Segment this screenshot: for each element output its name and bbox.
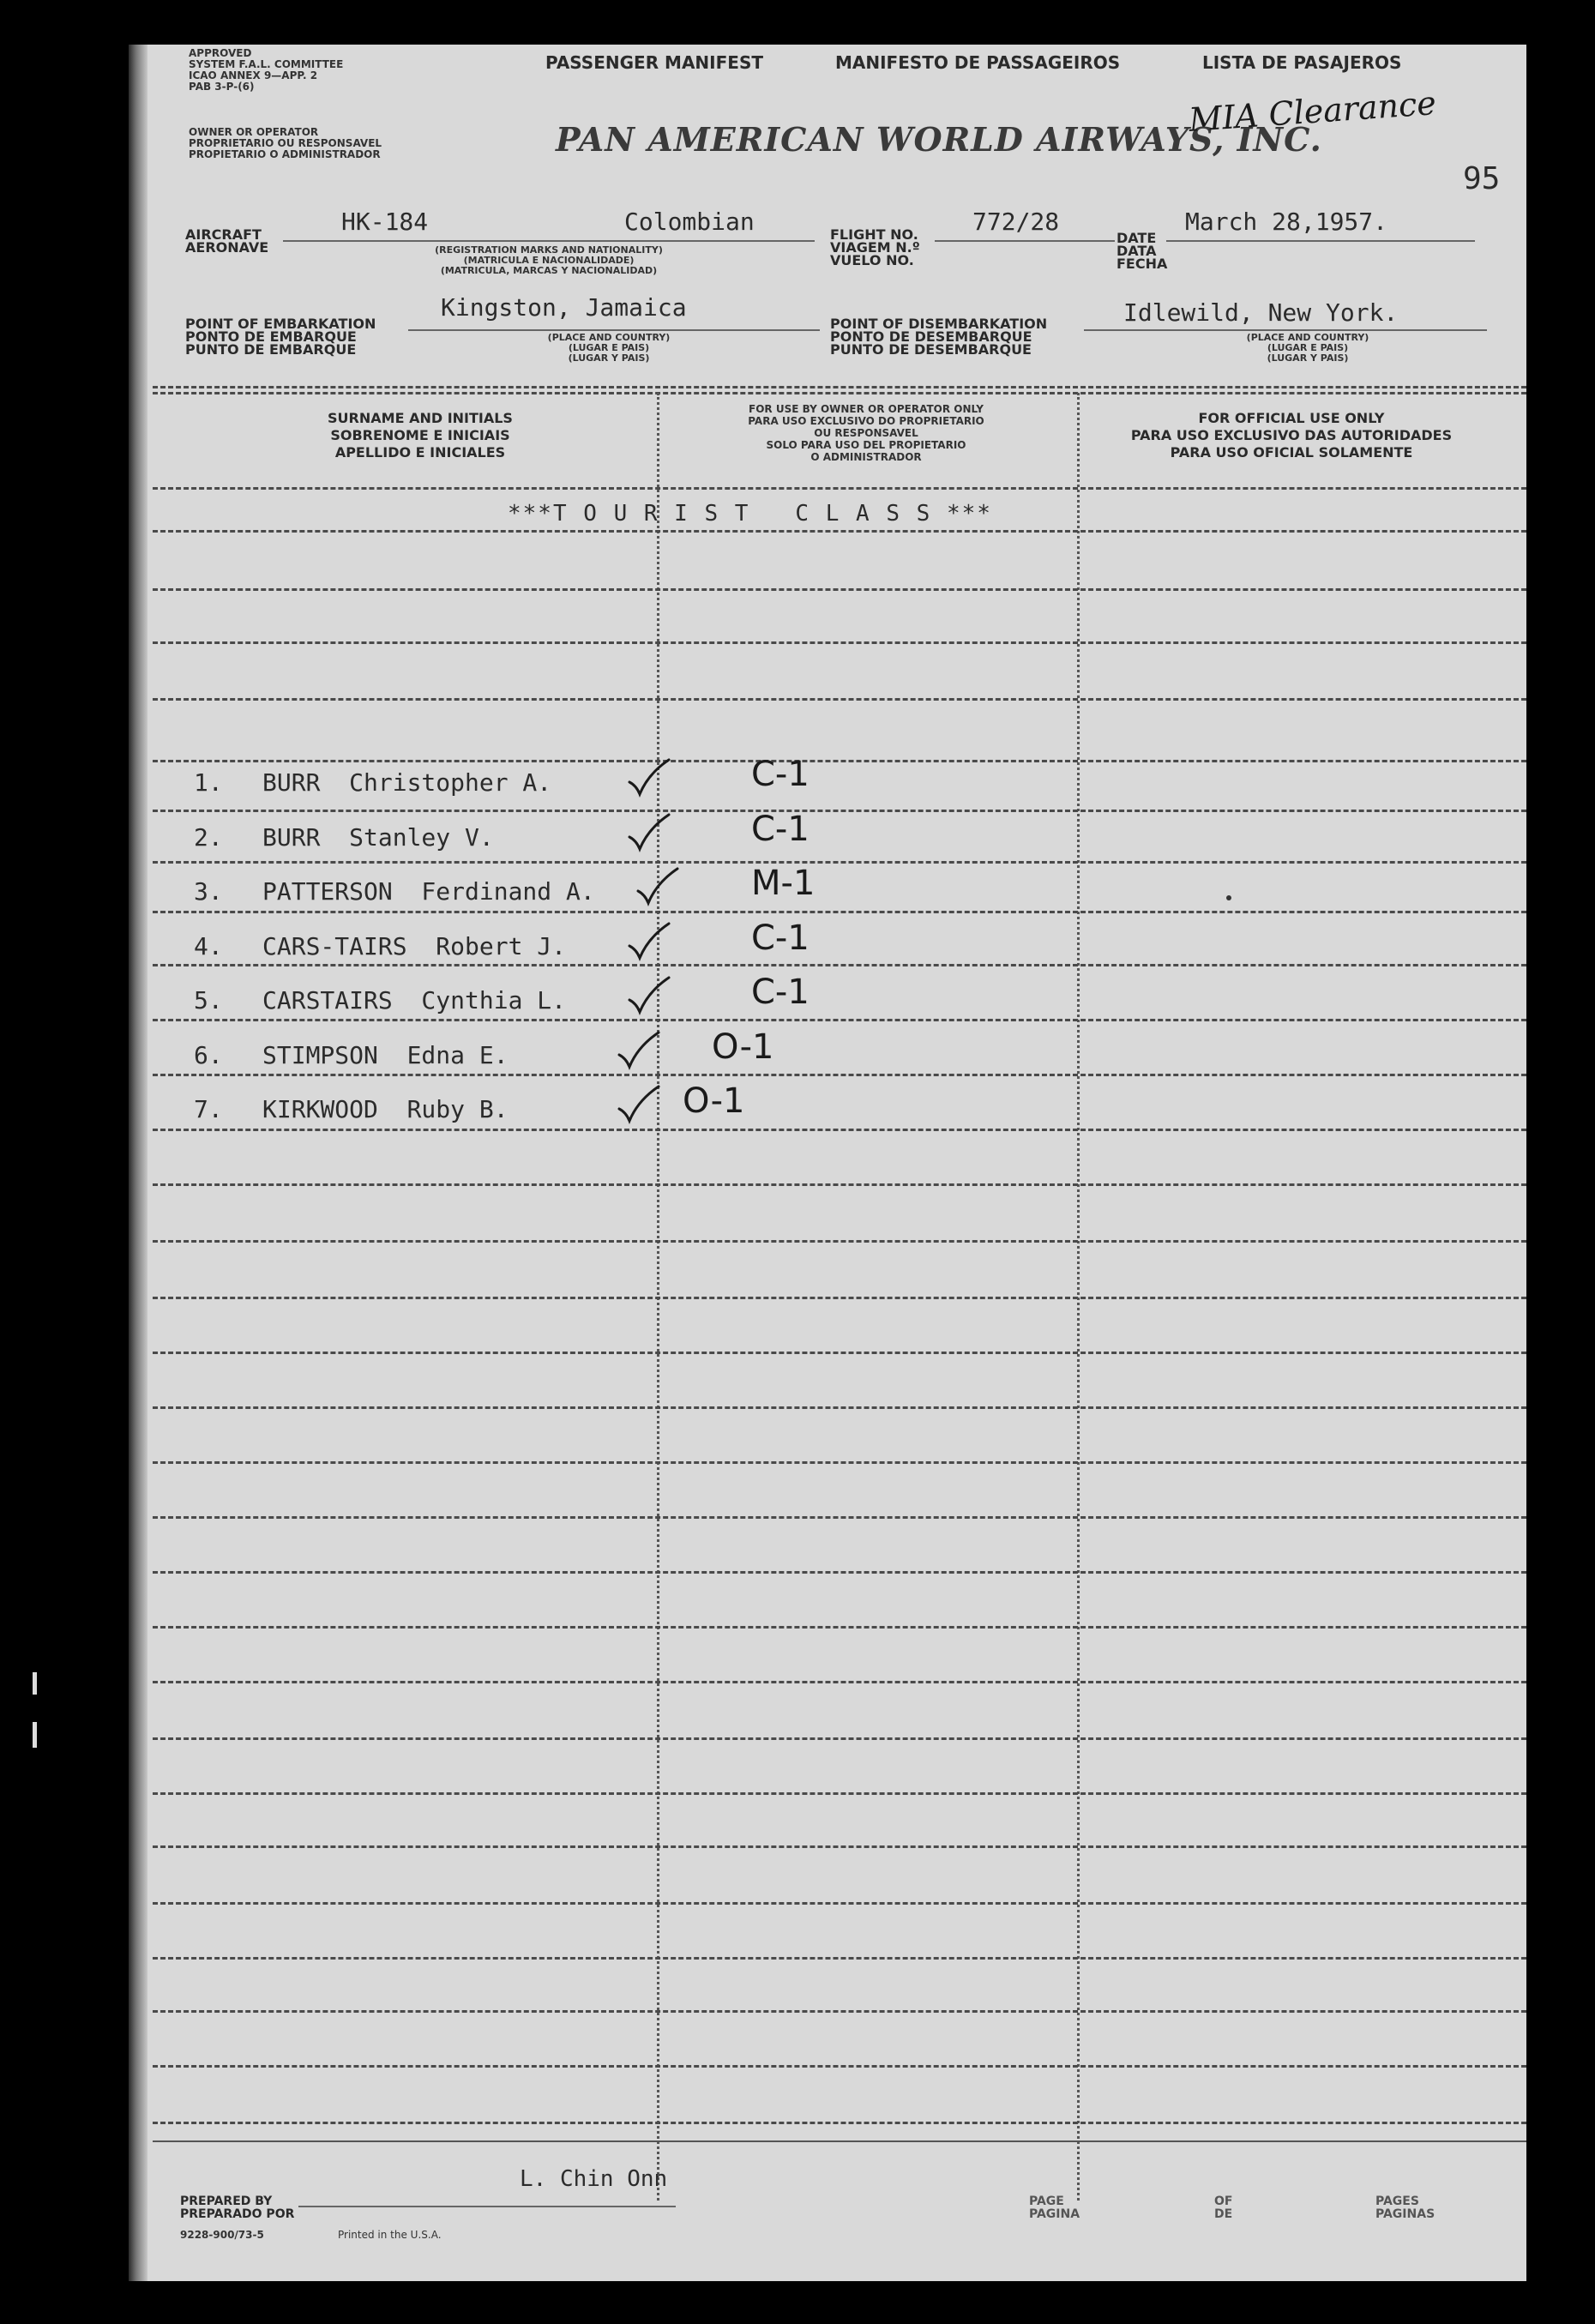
flight-date: March 28,1957. — [1185, 208, 1388, 236]
checkmark-icon — [614, 1029, 665, 1075]
form-code: 9228-900/73-5 — [180, 2229, 264, 2241]
printed-in: Printed in the U.S.A. — [338, 2229, 442, 2241]
caption-line: (LUGAR Y PAIS) — [568, 352, 650, 364]
page-label: PAGE — [1029, 2195, 1064, 2208]
aircraft-label: AERONAVE — [185, 239, 269, 256]
embark-label: PONTO DE EMBARQUE — [185, 328, 357, 345]
footer-rule — [153, 2140, 1526, 2142]
column-header-official — [1086, 410, 1497, 461]
row-rule — [153, 698, 1526, 701]
header-bottom-rule — [153, 487, 1526, 490]
page-label: PAGINA — [1029, 2207, 1080, 2221]
table-top-rule — [153, 392, 1526, 394]
date-label: DATE — [1116, 230, 1157, 246]
row-rule — [153, 1681, 1526, 1683]
passenger-code: C-1 — [751, 918, 810, 958]
embark-place-caption — [480, 333, 737, 364]
aircraft-registration: HK-184 — [341, 208, 429, 236]
row-rule — [153, 1183, 1526, 1186]
passenger-code: M-1 — [751, 864, 816, 903]
row-rule — [153, 1516, 1526, 1519]
of-label: DE — [1214, 2207, 1233, 2221]
passenger-number: 2. — [194, 822, 223, 852]
table-top-rule — [153, 386, 1526, 388]
checkmark-icon — [624, 811, 676, 858]
row-rule — [153, 1571, 1526, 1574]
caption-line: (LUGAR E PAIS) — [1267, 342, 1349, 353]
row-rule — [153, 1626, 1526, 1629]
column-header-line: APELLIDO E INICIALES — [334, 444, 506, 461]
prepared-label: PREPARED BY — [180, 2195, 273, 2208]
approval-line: ICAO ANNEX 9—APP. 2 — [189, 69, 318, 81]
of-labels — [1214, 2195, 1232, 2221]
manifest-title-es: LISTA DE PASAJEROS — [1202, 52, 1402, 73]
passenger-number: 4. — [194, 931, 223, 960]
embark-label: POINT OF EMBARKATION — [185, 316, 376, 332]
row-rule — [153, 2010, 1526, 2013]
passenger-number: 7. — [194, 1095, 223, 1123]
disembark-label: PONTO DE DESEMBARQUE — [830, 328, 1032, 345]
flight-number: 772/28 — [972, 208, 1060, 236]
column-header-line: PARA USO EXCLUSIVO DO PROPRIETARIO — [748, 415, 984, 427]
flight-label: VIAGEM N.º — [830, 239, 920, 256]
pages-label: PAGINAS — [1375, 2207, 1436, 2221]
table-row — [0, 864, 1595, 920]
passenger-code: C-1 — [751, 809, 810, 849]
disembark-underline — [1084, 329, 1487, 331]
prepared-labels — [180, 2195, 294, 2221]
stray-mark — [1226, 895, 1231, 900]
passenger-number: 3. — [194, 877, 223, 906]
column-header-operator — [669, 403, 1063, 463]
row-rule — [153, 588, 1526, 591]
row-rule — [153, 1902, 1526, 1905]
passenger-name: CARS-TAIRS Robert J. — [262, 931, 567, 960]
row-rule — [153, 530, 1526, 533]
manifest-title-pt: MANIFESTO DE PASSAGEIROS — [835, 52, 1121, 73]
passenger-code: C-1 — [751, 755, 810, 794]
date-label: DATA — [1116, 243, 1157, 259]
column-header-line: SOBRENOME E INICIAIS — [330, 427, 510, 443]
of-label: OF — [1214, 2195, 1233, 2208]
row-rule — [153, 760, 1526, 762]
row-rule — [153, 1737, 1526, 1740]
column-header-line: PARA USO EXCLUSIVO DAS AUTORIDADES — [1130, 427, 1453, 443]
row-rule — [153, 1406, 1526, 1409]
column-header-line: SURNAME AND INITIALS — [328, 410, 513, 426]
date-underline — [1166, 240, 1475, 242]
prepared-label: PREPARADO POR — [180, 2207, 295, 2221]
pages-labels — [1375, 2195, 1435, 2221]
table-row — [0, 1081, 1595, 1138]
owner-label: OWNER OR OPERATOR — [189, 126, 319, 138]
caption-line: (LUGAR Y PAIS) — [1267, 352, 1349, 364]
pages-label: PAGES — [1375, 2195, 1419, 2208]
passenger-code: C-1 — [751, 972, 810, 1012]
table-row — [0, 918, 1595, 975]
caption-line: (PLACE AND COUNTRY) — [1246, 332, 1369, 343]
row-rule — [153, 1792, 1526, 1795]
flight-labels — [830, 228, 920, 267]
date-labels — [1116, 232, 1167, 270]
column-header-line: O ADMINISTRADOR — [810, 451, 922, 463]
table-row — [0, 809, 1595, 866]
table-row — [0, 972, 1595, 1029]
embark-place: Kingston, Jamaica — [441, 293, 687, 322]
embark-label: PUNTO DE EMBARQUE — [185, 341, 357, 358]
table-row — [0, 755, 1595, 811]
passenger-name: STIMPSON Edna E. — [262, 1040, 509, 1069]
approval-block — [189, 48, 343, 93]
approval-line: APPROVED — [189, 47, 252, 59]
disembark-label: POINT OF DISEMBARKATION — [830, 316, 1048, 332]
row-rule — [153, 641, 1526, 644]
caption-line: (MATRICULA, MARCAS Y NACIONALIDAD) — [440, 265, 658, 276]
aircraft-label: AIRCRAFT — [185, 226, 262, 243]
prepared-by: L. Chin Onn — [520, 2166, 668, 2192]
film-mark — [33, 1672, 37, 1695]
aircraft-labels — [185, 228, 268, 254]
approval-line: SYSTEM F.A.L. COMMITTEE — [189, 58, 344, 70]
owner-label: PROPIETARIO O ADMINISTRADOR — [189, 148, 381, 160]
passenger-name: PATTERSON Ferdinand A. — [262, 877, 595, 906]
row-rule — [153, 1957, 1526, 1960]
column-header-line: FOR OFFICIAL USE ONLY — [1198, 410, 1385, 426]
row-rule — [153, 2065, 1526, 2068]
approval-line: PAB 3-P-(6) — [189, 81, 255, 93]
manifest-sheet — [139, 45, 1526, 2281]
column-header-names — [206, 410, 635, 461]
checkmark-icon — [624, 974, 676, 1021]
caption-line: (REGISTRATION MARKS AND NATIONALITY) — [435, 244, 663, 256]
checkmark-icon — [624, 920, 676, 966]
row-rule — [153, 1352, 1526, 1354]
column-header-line: FOR USE BY OWNER OR OPERATOR ONLY — [749, 403, 984, 415]
column-header-line: PARA USO OFICIAL SOLAMENTE — [1170, 444, 1413, 461]
row-rule — [153, 1297, 1526, 1299]
owner-labels — [189, 127, 382, 160]
disembark-labels — [830, 317, 1047, 356]
passenger-name: KIRKWOOD Ruby B. — [262, 1095, 509, 1123]
date-label: FECHA — [1116, 256, 1168, 272]
caption-line: (MATRICULA E NACIONALIDADE) — [463, 255, 635, 266]
passenger-number: 6. — [194, 1040, 223, 1069]
caption-line: (PLACE AND COUNTRY) — [547, 332, 671, 343]
aircraft-nationality: Colombian — [624, 208, 755, 236]
flight-underline — [935, 240, 1115, 242]
passenger-code: O-1 — [712, 1027, 774, 1067]
passenger-name: BURR Stanley V. — [262, 822, 494, 852]
passenger-name: CARSTAIRS Cynthia L. — [262, 986, 567, 1014]
disembark-place: Idlewild, New York. — [1123, 298, 1399, 327]
passenger-code: O-1 — [683, 1081, 745, 1121]
row-rule — [153, 1845, 1526, 1848]
airline-name: PAN AMERICAN WORLD AIRWAYS, INC. — [556, 120, 1322, 159]
column-header-line: OU RESPONSAVEL — [814, 427, 918, 439]
passenger-name: BURR Christopher A. — [262, 768, 552, 797]
checkmark-icon — [624, 756, 676, 803]
embark-labels — [185, 317, 376, 356]
class-label: ***T O U R I S T C L A S S *** — [508, 501, 992, 527]
passenger-number: 5. — [194, 986, 223, 1014]
disembark-place-caption — [1201, 333, 1415, 364]
clearance-annotation: MIA Clearance — [1187, 83, 1438, 140]
page-labels — [1029, 2195, 1080, 2221]
row-rule — [153, 2122, 1526, 2124]
passenger-number: 1. — [194, 768, 223, 797]
film-mark — [33, 1722, 37, 1748]
manifest-title-en: PASSENGER MANIFEST — [545, 52, 763, 73]
table-row — [0, 1027, 1595, 1084]
checkmark-icon — [633, 865, 684, 912]
row-rule — [153, 1240, 1526, 1243]
binder-edge — [129, 45, 147, 2281]
caption-line: (LUGAR E PAIS) — [568, 342, 650, 353]
disembark-label: PUNTO DE DESEMBARQUE — [830, 341, 1032, 358]
flight-label: VUELO NO. — [830, 252, 914, 268]
row-rule — [153, 1461, 1526, 1464]
page-number: 95 — [1463, 161, 1501, 196]
flight-label: FLIGHT NO. — [830, 226, 918, 243]
column-header-line: SOLO PARA USO DEL PROPIETARIO — [766, 439, 966, 451]
embark-underline — [408, 329, 820, 331]
aircraft-underline — [283, 240, 815, 242]
registration-caption — [377, 245, 720, 276]
checkmark-icon — [614, 1083, 665, 1129]
prepared-underline — [298, 2206, 676, 2207]
owner-label: PROPRIETARIO OU RESPONSAVEL — [189, 137, 382, 149]
